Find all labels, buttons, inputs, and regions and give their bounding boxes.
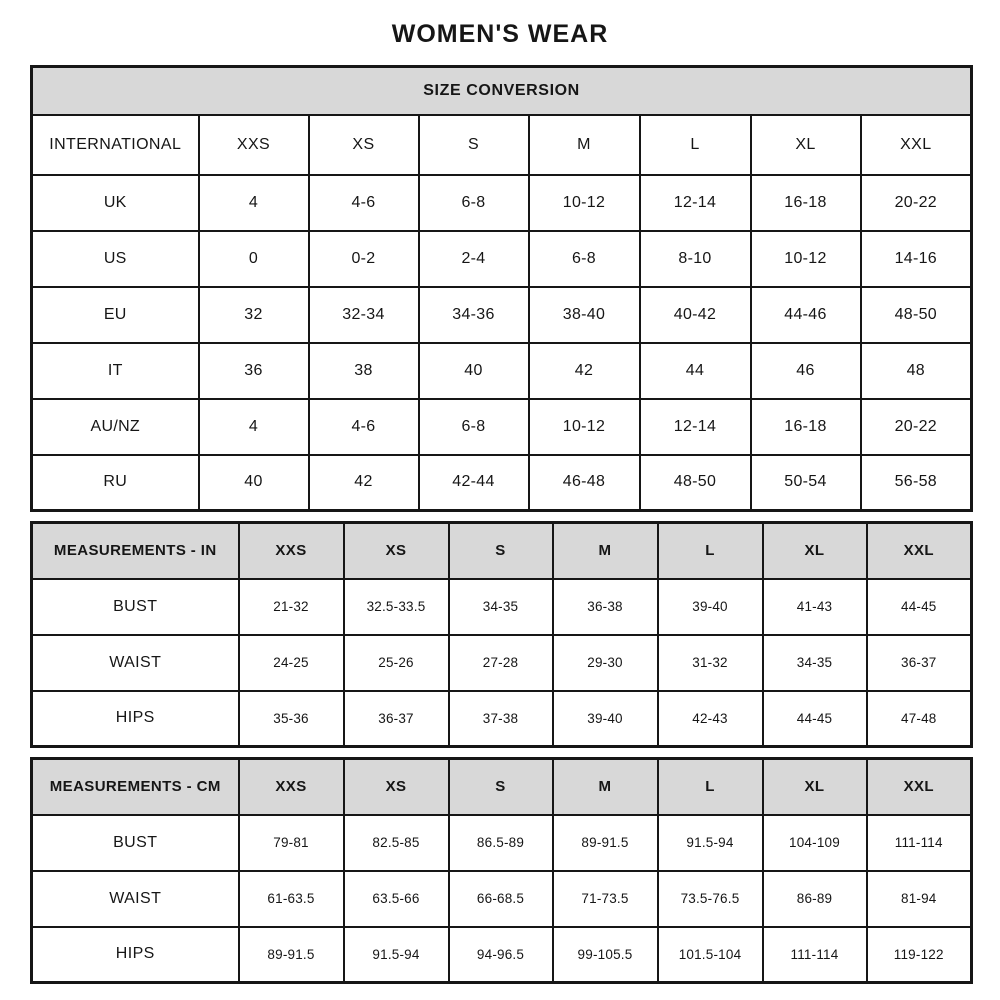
table-cell: 79-81 — [239, 815, 344, 871]
table-cell: 89-91.5 — [553, 815, 658, 871]
table-cell: 81-94 — [867, 871, 972, 927]
size-column-header: L — [658, 523, 763, 579]
measurements-header-row — [32, 523, 972, 579]
table-cell: 29-30 — [553, 635, 658, 691]
table-cell: 36-37 — [867, 635, 972, 691]
size-column-header: XXL — [861, 115, 972, 175]
table-cell: 63.5-66 — [344, 871, 449, 927]
size-column-header: XXS — [199, 115, 309, 175]
table-cell: 40 — [199, 455, 309, 511]
table-cell: 44-45 — [763, 691, 867, 747]
size-column-header: S — [449, 759, 553, 815]
table-cell: 20-22 — [861, 175, 972, 231]
table-cell: 0-2 — [309, 231, 419, 287]
table-cell: 42-44 — [419, 455, 529, 511]
table-cell: 44-45 — [867, 579, 972, 635]
measurements-header-row — [32, 759, 972, 815]
table-cell: 14-16 — [861, 231, 972, 287]
table-cell: 104-109 — [763, 815, 867, 871]
table-cell: 10-12 — [529, 175, 640, 231]
table-cell: 24-25 — [239, 635, 344, 691]
table-cell: 35-36 — [239, 691, 344, 747]
table-cell: 44-46 — [751, 287, 861, 343]
size-column-header: L — [658, 759, 763, 815]
size-column-header: XS — [344, 759, 449, 815]
table-cell: 48 — [861, 343, 972, 399]
table-row — [32, 635, 972, 691]
table-cell: 38-40 — [529, 287, 640, 343]
table-cell: 36-37 — [344, 691, 449, 747]
table-cell: 4-6 — [309, 175, 419, 231]
table-cell: 99-105.5 — [553, 927, 658, 983]
table-row — [32, 399, 972, 455]
row-label: UK — [32, 175, 199, 231]
measurements-cm-table — [30, 757, 973, 984]
size-column-header: XS — [309, 115, 419, 175]
row-label: HIPS — [32, 691, 239, 747]
row-label: WAIST — [32, 871, 239, 927]
table-cell: 16-18 — [751, 399, 861, 455]
table-cell: 42 — [529, 343, 640, 399]
size-column-header: S — [449, 523, 553, 579]
table-cell: 91.5-94 — [658, 815, 763, 871]
table-cell: 10-12 — [751, 231, 861, 287]
table-row — [32, 579, 972, 635]
table-cell: 86-89 — [763, 871, 867, 927]
table-cell: 4-6 — [309, 399, 419, 455]
row-label: US — [32, 231, 199, 287]
table-cell: 36-38 — [553, 579, 658, 635]
table-cell: 91.5-94 — [344, 927, 449, 983]
table-cell: 89-91.5 — [239, 927, 344, 983]
size-conversion-table — [30, 65, 973, 512]
row-label: BUST — [32, 579, 239, 635]
size-conversion-header: SIZE CONVERSION — [32, 67, 972, 115]
table-cell: 40 — [419, 343, 529, 399]
size-column-header: M — [529, 115, 640, 175]
table-cell: 82.5-85 — [344, 815, 449, 871]
table-cell: 38 — [309, 343, 419, 399]
measurements-header: MEASUREMENTS - CM — [32, 759, 239, 815]
size-column-header: M — [553, 523, 658, 579]
size-column-header: S — [419, 115, 529, 175]
table-cell: 34-36 — [419, 287, 529, 343]
size-conversion-columns-row — [32, 115, 972, 175]
table-cell: 32.5-33.5 — [344, 579, 449, 635]
table-cell: 111-114 — [867, 815, 972, 871]
table-cell: 8-10 — [640, 231, 751, 287]
row-label: RU — [32, 455, 199, 511]
table-row — [32, 455, 972, 511]
table-cell: 42 — [309, 455, 419, 511]
table-cell: 47-48 — [867, 691, 972, 747]
table-cell: 4 — [199, 399, 309, 455]
table-cell: 56-58 — [861, 455, 972, 511]
measurements-header: MEASUREMENTS - IN — [32, 523, 239, 579]
table-cell: 37-38 — [449, 691, 553, 747]
table-cell: 12-14 — [640, 399, 751, 455]
size-column-header: XS — [344, 523, 449, 579]
table-row — [32, 343, 972, 399]
size-column-header: XL — [763, 523, 867, 579]
table-row — [32, 231, 972, 287]
table-cell: 34-35 — [763, 635, 867, 691]
row-label: BUST — [32, 815, 239, 871]
row-label: AU/NZ — [32, 399, 199, 455]
table-cell: 48-50 — [640, 455, 751, 511]
table-row — [32, 927, 972, 983]
table-cell: 2-4 — [419, 231, 529, 287]
table-cell: 31-32 — [658, 635, 763, 691]
size-conversion-body — [32, 67, 972, 511]
table-cell: 20-22 — [861, 399, 972, 455]
size-column-header: L — [640, 115, 751, 175]
column-header-international: INTERNATIONAL — [32, 115, 199, 175]
table-cell: 10-12 — [529, 399, 640, 455]
table-cell: 44 — [640, 343, 751, 399]
table-cell: 61-63.5 — [239, 871, 344, 927]
table-cell: 6-8 — [419, 399, 529, 455]
table-cell: 34-35 — [449, 579, 553, 635]
table-row — [32, 815, 972, 871]
table-cell: 36 — [199, 343, 309, 399]
size-conversion-banner-row — [32, 67, 972, 115]
table-cell: 71-73.5 — [553, 871, 658, 927]
table-cell: 66-68.5 — [449, 871, 553, 927]
table-cell: 42-43 — [658, 691, 763, 747]
table-cell: 32 — [199, 287, 309, 343]
table-row — [32, 287, 972, 343]
row-label: IT — [32, 343, 199, 399]
table-cell: 101.5-104 — [658, 927, 763, 983]
size-column-header: XXS — [239, 759, 344, 815]
table-cell: 27-28 — [449, 635, 553, 691]
size-column-header: XXL — [867, 759, 972, 815]
table-cell: 40-42 — [640, 287, 751, 343]
table-row — [32, 175, 972, 231]
table-cell: 4 — [199, 175, 309, 231]
table-cell: 39-40 — [658, 579, 763, 635]
size-column-header: XL — [763, 759, 867, 815]
size-column-header: XXL — [867, 523, 972, 579]
table-cell: 111-114 — [763, 927, 867, 983]
size-column-header: XL — [751, 115, 861, 175]
table-cell: 46-48 — [529, 455, 640, 511]
size-column-header: M — [553, 759, 658, 815]
row-label: HIPS — [32, 927, 239, 983]
measurements-in-table — [30, 521, 973, 748]
table-cell: 46 — [751, 343, 861, 399]
table-row — [32, 871, 972, 927]
table-cell: 94-96.5 — [449, 927, 553, 983]
table-cell: 32-34 — [309, 287, 419, 343]
table-row — [32, 691, 972, 747]
measurements-cm-body — [32, 759, 972, 983]
row-label: WAIST — [32, 635, 239, 691]
table-cell: 50-54 — [751, 455, 861, 511]
table-cell: 48-50 — [861, 287, 972, 343]
table-cell: 12-14 — [640, 175, 751, 231]
table-cell: 16-18 — [751, 175, 861, 231]
table-cell: 41-43 — [763, 579, 867, 635]
table-cell: 86.5-89 — [449, 815, 553, 871]
table-cell: 6-8 — [419, 175, 529, 231]
table-cell: 25-26 — [344, 635, 449, 691]
table-cell: 21-32 — [239, 579, 344, 635]
row-label: EU — [32, 287, 199, 343]
measurements-in-body — [32, 523, 972, 747]
table-cell: 39-40 — [553, 691, 658, 747]
size-column-header: XXS — [239, 523, 344, 579]
table-cell: 0 — [199, 231, 309, 287]
page-title: WOMEN'S WEAR — [391, 20, 609, 48]
table-cell: 6-8 — [529, 231, 640, 287]
table-cell: 73.5-76.5 — [658, 871, 763, 927]
table-cell: 119-122 — [867, 927, 972, 983]
